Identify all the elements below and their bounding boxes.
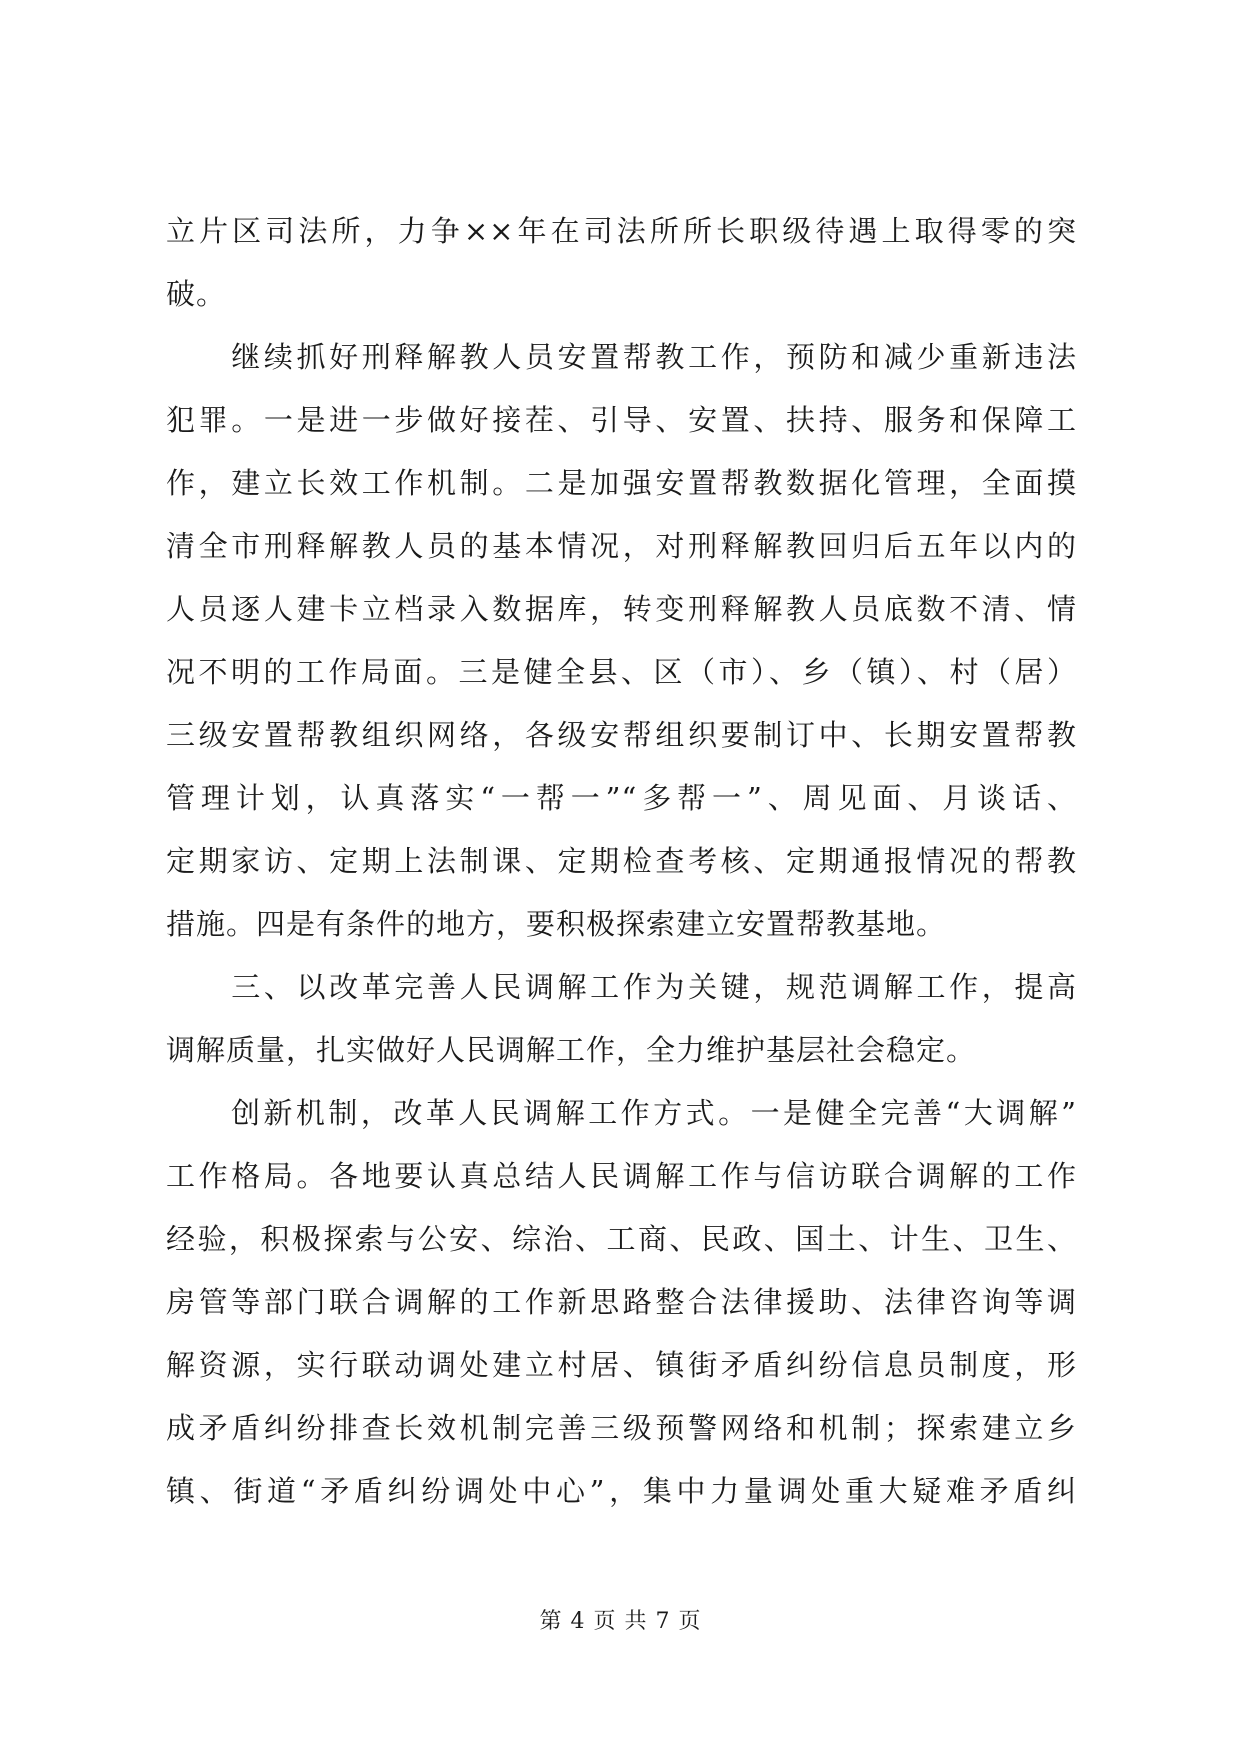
text-line: 况不明的工作局面。三是健全县、区（市）、乡（镇）、村（居）: [166, 655, 1077, 689]
text-line: 调解质量，扎实做好人民调解工作，全力维护基层社会稳定。: [166, 1033, 977, 1067]
text-line: 继续抓好刑释解教人员安置帮教工作，预防和减少重新违法: [166, 340, 1077, 374]
text-line: 人员逐人建卡立档录入数据库，转变刑释解教人员底数不清、情: [166, 592, 1077, 626]
text-line: 创新机制，改革人民调解工作方式。一是健全完善“大调解”: [166, 1096, 1077, 1130]
text-line: 措施。四是有条件的地方，要积极探索建立安置帮教基地。: [166, 907, 947, 941]
text-line: 立片区司法所，力争××年在司法所所长职级待遇上取得零的突: [166, 214, 1077, 248]
text-line: 成矛盾纠纷排查长效机制完善三级预警网络和机制；探索建立乡: [166, 1411, 1077, 1445]
text-line: 镇、街道“矛盾纠纷调处中心”，集中力量调处重大疑难矛盾纠: [166, 1474, 1077, 1508]
text-line: 工作格局。各地要认真总结人民调解工作与信访联合调解的工作: [166, 1159, 1077, 1193]
text-line: 三、以改革完善人民调解工作为关键，规范调解工作，提高: [166, 970, 1077, 1004]
text-line: 管理计划，认真落实“一帮一”“多帮一”、周见面、月谈话、: [166, 781, 1077, 815]
text-line: 解资源，实行联动调处建立村居、镇街矛盾纠纷信息员制度，形: [166, 1348, 1077, 1382]
text-line: 犯罪。一是进一步做好接茬、引导、安置、扶持、服务和保障工: [166, 403, 1077, 437]
text-line: 房管等部门联合调解的工作新思路整合法律援助、法律咨询等调: [166, 1285, 1077, 1319]
text-line: 破。: [166, 277, 227, 311]
text-line: 经验，积极探索与公安、综治、工商、民政、国土、计生、卫生、: [166, 1222, 1077, 1256]
page-number-footer: 第 4 页 共 7 页: [539, 1609, 702, 1634]
text-line: 清全市刑释解教人员的基本情况，对刑释解教回归后五年以内的: [166, 529, 1077, 563]
text-line: 三级安置帮教组织网络，各级安帮组织要制订中、长期安置帮教: [166, 718, 1077, 752]
document-body: [166, 200, 1077, 1523]
text-line: 定期家访、定期上法制课、定期检查考核、定期通报情况的帮教: [166, 844, 1077, 878]
text-line: 作，建立长效工作机制。二是加强安置帮教数据化管理，全面摸: [166, 466, 1077, 500]
